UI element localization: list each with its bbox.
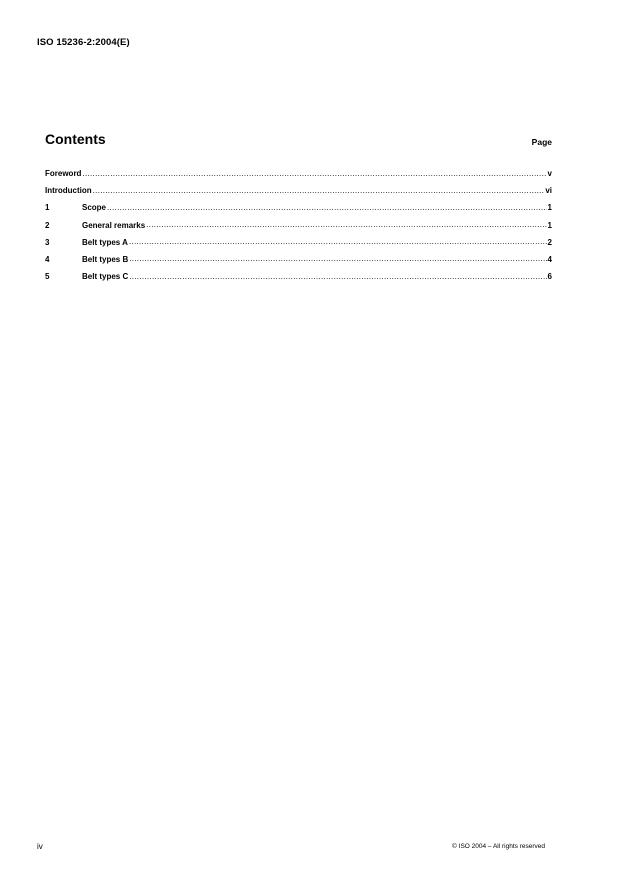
toc-entry-title: Belt types B [82,254,129,264]
toc-entry-page: 2 [547,237,552,247]
toc-entry-title: Belt types C [82,272,129,282]
contents-heading: Contents [45,131,106,147]
toc-entry-number: 1 [45,203,50,213]
footer-copyright: © ISO 2004 – All rights reserved [452,843,545,850]
dot-leader [82,169,546,178]
table-of-contents [45,169,552,289]
dot-leader [107,203,547,212]
toc-entry-scope[interactable] [45,203,552,220]
toc-entry-page: 6 [547,272,552,282]
toc-entry-number: 3 [45,237,50,247]
footer-page-number: iv [37,842,43,851]
dot-leader [129,254,546,263]
toc-entry-page: vi [545,186,552,196]
toc-entry-belt-types-b[interactable] [45,255,552,272]
toc-entry-number: 5 [45,272,50,282]
toc-entry-number: 2 [45,220,50,230]
toc-entry-belt-types-a[interactable] [45,238,552,255]
dot-leader [129,237,547,246]
dot-leader [129,272,546,281]
toc-entry-introduction[interactable] [45,186,552,203]
toc-entry-page: 1 [547,203,552,213]
toc-entry-belt-types-c[interactable] [45,272,552,289]
toc-entry-title: Introduction [45,186,92,196]
toc-entry-page: 1 [547,220,552,230]
toc-entry-number: 4 [45,254,50,264]
toc-entry-title: Scope [82,203,107,213]
page-column-label: Page [531,137,552,147]
toc-entry-page: 4 [547,254,552,264]
dot-leader [93,186,545,195]
toc-entry-title: Belt types A [82,237,128,247]
toc-entry-page: v [547,169,552,178]
toc-entry-title: Foreword [45,169,82,178]
document-id: ISO 15236-2:2004(E) [37,37,130,48]
toc-entry-foreword[interactable] [45,169,552,186]
toc-entry-general-remarks[interactable] [45,221,552,238]
dot-leader [146,220,546,229]
toc-entry-title: General remarks [82,220,146,230]
